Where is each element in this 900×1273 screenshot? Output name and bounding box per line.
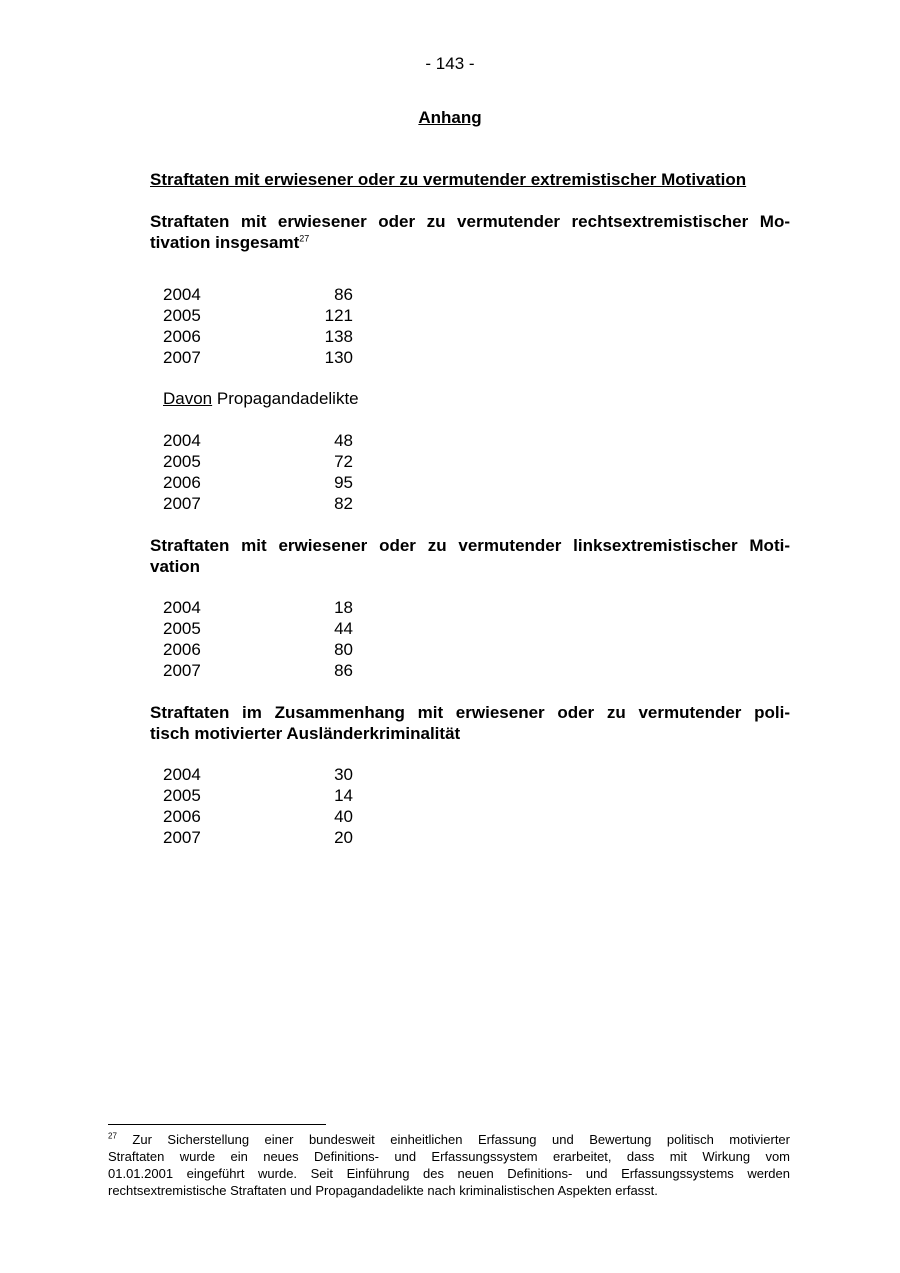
value-cell: 95 — [334, 473, 353, 492]
table-row — [163, 806, 353, 827]
table-row — [163, 618, 353, 639]
table-row — [163, 493, 353, 514]
foreigner-crime-table — [163, 764, 353, 848]
footnote-line — [108, 1131, 790, 1148]
value-cell: 40 — [334, 807, 353, 826]
footnote-marker: 27 — [108, 1131, 117, 1141]
footnote — [108, 1131, 790, 1199]
footnote-reference: 27 — [299, 233, 310, 244]
year-cell: 2006 — [163, 807, 201, 826]
appendix-title: Anhang — [418, 108, 482, 127]
year-cell: 2004 — [163, 431, 201, 450]
year-cell: 2007 — [163, 828, 201, 847]
year-cell: 2006 — [163, 327, 201, 346]
heading-line: Straftaten im Zusammenhang mit erwiesener oder zu vermutender poli- — [150, 703, 790, 722]
year-cell: 2005 — [163, 786, 201, 805]
value-cell: 80 — [334, 640, 353, 659]
year-cell: 2004 — [163, 598, 201, 617]
footnote-line: rechtsextremistische Straftaten und Propagandadelikte nach kriminalistischen Aspekten erfasst. — [108, 1183, 658, 1198]
footnote-line: Straftaten wurde ein neues Definitions- und Erfassungssystem erarbeitet, dass mit Wirkung vom — [108, 1149, 790, 1164]
year-cell: 2004 — [163, 285, 201, 304]
table-row — [163, 827, 353, 848]
year-cell: 2004 — [163, 765, 201, 784]
value-cell: 82 — [334, 494, 353, 513]
table-row — [163, 284, 353, 305]
heading-line — [150, 232, 790, 253]
value-cell: 14 — [334, 786, 353, 805]
value-cell: 18 — [334, 598, 353, 617]
left-wing-table — [163, 597, 353, 681]
heading-line: tisch motivierter Ausländerkriminalität — [150, 724, 461, 743]
heading-line-text: tivation insgesamt — [150, 233, 300, 252]
section-heading-right-wing — [150, 211, 790, 253]
value-cell: 72 — [334, 452, 353, 471]
value-cell: 30 — [334, 765, 353, 784]
table-row — [163, 785, 353, 806]
main-heading: Straftaten mit erwiesener oder zu vermutender extremistischer Motivation — [150, 170, 747, 189]
table-row — [163, 472, 353, 493]
footnote-line: 01.01.2001 eingeführt wurde. Seit Einführung des neuen Definitions- und Erfassungssystems werden — [108, 1166, 790, 1181]
footnote-line-text: Zur Sicherstellung einer bundesweit einheitlichen Erfassung und Bewertung politisch motivierter — [116, 1132, 790, 1147]
table-row — [163, 660, 353, 681]
propaganda-table — [163, 430, 353, 514]
value-cell: 86 — [334, 661, 353, 680]
year-cell: 2007 — [163, 348, 201, 367]
table-row — [163, 347, 353, 368]
value-cell: 138 — [324, 327, 353, 346]
heading-line: vation — [150, 557, 201, 576]
year-cell: 2007 — [163, 661, 201, 680]
year-cell: 2006 — [163, 473, 201, 492]
subsection-label-propaganda — [163, 389, 359, 409]
table-row — [163, 430, 353, 451]
value-cell: 48 — [334, 431, 353, 450]
year-cell: 2005 — [163, 452, 201, 471]
table-row — [163, 764, 353, 785]
year-cell: 2005 — [163, 306, 201, 325]
subsection-label-underlined: Davon — [163, 389, 213, 408]
heading-line: Straftaten mit erwiesener oder zu vermutender rechtsextremistischer Mo- — [150, 212, 790, 231]
year-cell: 2005 — [163, 619, 201, 638]
year-cell: 2007 — [163, 494, 201, 513]
footnote-divider — [108, 1124, 326, 1125]
value-cell: 121 — [324, 306, 353, 325]
table-row — [163, 305, 353, 326]
page-number: - 143 - — [425, 54, 475, 73]
subsection-label-rest: Propagandadelikte — [212, 389, 359, 408]
year-cell: 2006 — [163, 640, 201, 659]
value-cell: 130 — [324, 348, 353, 367]
table-row — [163, 326, 353, 347]
value-cell: 44 — [334, 619, 353, 638]
value-cell: 86 — [334, 285, 353, 304]
value-cell: 20 — [334, 828, 353, 847]
section-heading-foreigner-crime — [150, 702, 790, 744]
table-row — [163, 639, 353, 660]
right-wing-table — [163, 284, 353, 368]
heading-line: Straftaten mit erwiesener oder zu vermutender linksextremistischer Moti- — [150, 536, 790, 555]
table-row — [163, 597, 353, 618]
section-heading-left-wing — [150, 535, 790, 577]
table-row — [163, 451, 353, 472]
